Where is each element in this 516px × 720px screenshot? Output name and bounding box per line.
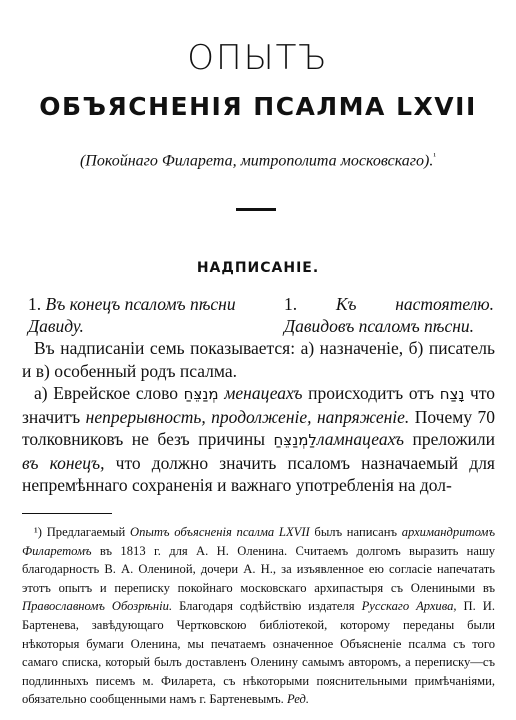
paragraph-2-part: что значитъ [22, 383, 496, 427]
paragraph-2-part: преложили [404, 429, 495, 449]
paragraph-2-part: происходитъ отъ [302, 383, 440, 403]
footnote-part: былъ написанъ [309, 525, 402, 539]
paragraph-1: Въ надписаніи семь показывается: а) назначеніе, б) писатель и в) особенный родъ псалма. [22, 338, 495, 381]
emphasis-text: въ конецъ, [22, 452, 105, 473]
title-line-2: ОБЪЯСНЕНІЯ ПСАЛМА LXVII [39, 92, 477, 121]
verse-left-column [28, 293, 268, 337]
footnote-rule [22, 513, 112, 514]
verse-left-number: 1. [28, 294, 42, 314]
footnote-part: Предлагаемый [41, 525, 131, 539]
title-divider [236, 208, 276, 211]
verse-right-text: Къ настоятелю. Давидовъ псаломъ пѣсни. [284, 294, 495, 336]
section-heading: НАДПИСАНІЕ. [196, 260, 320, 276]
footnote-part: П. И. Бартенева, завѣдующаго Чертковскою библіотекой, которому переданы были нѣкоторыя бумаги Оленина, мы печатаемъ означенное Объясненіе псалма съ того самаго списка, который былъ доставленъ Оленину самымъ авторомъ, а переписку—съ подлинныхъ писемъ м. Филарета, съ нѣкоторыми пояснительными примѣчаніями, обязательно сообщенными намъ г. Бартеневымъ. [22, 599, 495, 707]
footnote-marker: ¹) [34, 525, 42, 539]
footnote-emphasis: Опытъ объясненія псалма LXVII [130, 525, 310, 539]
paragraph-2 [22, 382, 495, 497]
hebrew-word: נָצַח [439, 385, 465, 403]
title-line-1: ОПЫТЪ [187, 38, 329, 78]
footnote-emphasis: Православномъ Обозрѣніи. [22, 599, 173, 614]
footnote-reference: ¹ [433, 151, 437, 161]
footnote-part: Благодаря содѣйствію издателя [172, 599, 362, 614]
footnote-body [22, 523, 495, 709]
footnote [22, 523, 495, 709]
verse-left-text: Въ конецъ псаломъ пѣсни Давиду. [28, 294, 236, 336]
verse-right-number: 1. [284, 294, 298, 314]
footnote-part: въ 1813 г. для А. Н. Оленина. Считаемъ долгомъ выразить нашу благодарность В. А. Олениной, дочери А. Н., за изъявленное ею согласіе напечатать этотъ опытъ и переписку покойнаго московскаго архипастыря съ Олениными въ [22, 543, 495, 595]
subtitle [0, 146, 516, 171]
transliteration: менацеахъ [224, 383, 303, 403]
paragraph-2-part: а) Еврейское слово [34, 383, 178, 403]
subtitle-text: (Покойнаго Филарета, митрополита московскаго). [79, 152, 434, 170]
verse-right-column [284, 293, 494, 337]
footnote-emphasis: Русскаго Архива, [361, 599, 457, 614]
hebrew-word: מְנַצֵּחַ [183, 385, 219, 403]
transliteration: ламнацеахъ [316, 429, 405, 449]
paragraph-2-part: что должно значить псаломъ назначаемый для непремѣннаго сохраненія и важнаго употребленія на дол- [22, 452, 495, 495]
paragraph-2-part: Почему 70 толковниковъ не безъ причины [22, 406, 496, 449]
footnote-emphasis: архимандритомъ Филаретомъ [22, 525, 495, 558]
hebrew-word: לַמְנַצֵּחַ [273, 431, 317, 449]
editor-mark: Ред. [286, 692, 310, 707]
emphasis-text: непрерывность, продолженіе, напряженіе. [85, 406, 410, 427]
